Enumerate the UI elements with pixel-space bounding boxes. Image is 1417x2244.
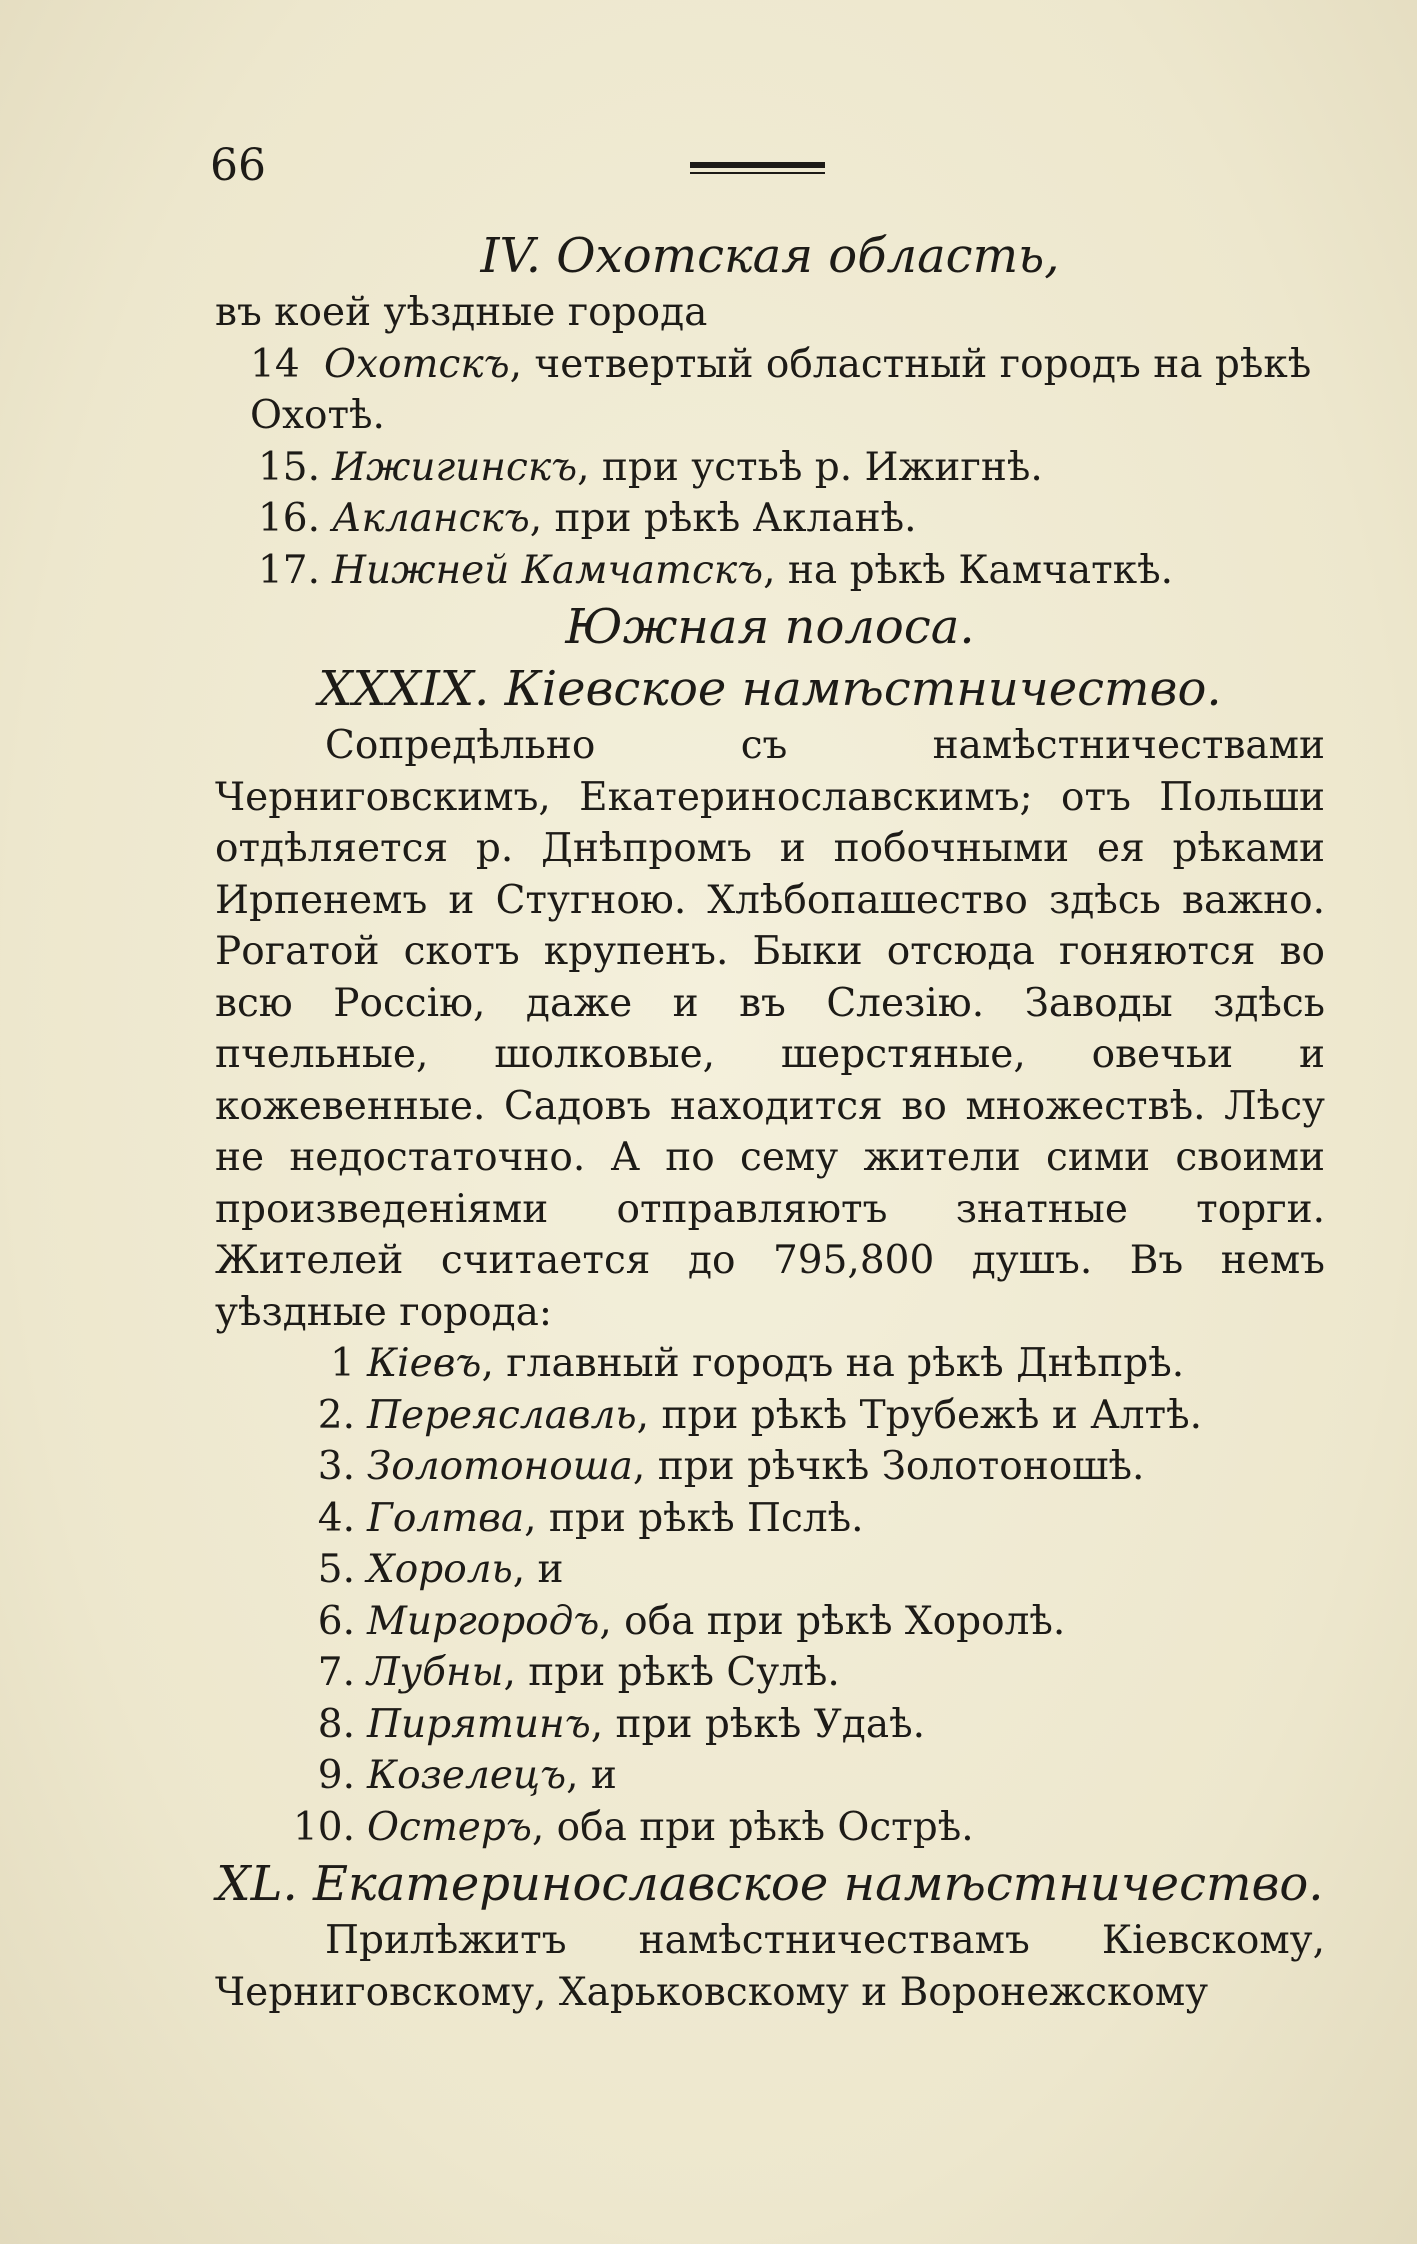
section-paragraph-xl: Прилѣжитъ намѣстничествамъ Кіевскому, Черниговскому, Харьковскому и Воронежскому — [215, 1918, 1325, 2015]
list-item — [215, 339, 1325, 442]
town-name: Хороль — [367, 1547, 513, 1592]
page-header — [210, 140, 1320, 200]
item-number: 15. — [257, 444, 320, 490]
list-item — [215, 1493, 1325, 1545]
town-name: Козелецъ — [367, 1753, 567, 1798]
item-text: , и — [566, 1753, 617, 1798]
item-text: , и — [512, 1547, 564, 1592]
item-number: 14 — [250, 341, 300, 387]
item-number: 1 — [330, 1341, 355, 1386]
list-item — [215, 1596, 1325, 1648]
item-text: , при рѣкѣ Удаѣ. — [590, 1701, 925, 1747]
list-item — [215, 1441, 1325, 1493]
item-number: 7. — [317, 1650, 355, 1695]
item-text: , оба при рѣкѣ Хоролѣ. — [599, 1598, 1066, 1644]
town-name: Лубны — [367, 1650, 504, 1695]
page-number: 66 — [210, 140, 266, 191]
town-name: Пирятинъ — [367, 1701, 591, 1747]
town-name: Голтва — [367, 1495, 525, 1541]
town-name: Переяславль — [367, 1392, 637, 1438]
item-number: 16. — [257, 496, 320, 541]
item-text: , при рѣкѣ Сулѣ. — [503, 1650, 840, 1695]
list-item — [215, 442, 1325, 494]
section-heading-xxxix: XXXIX. Кіевское намѣстничество. — [318, 661, 1222, 717]
item-number: 2. — [317, 1392, 355, 1438]
item-text: , при рѣкѣ Пслѣ. — [524, 1495, 864, 1541]
item-number: 4. — [317, 1495, 355, 1541]
list-item — [215, 493, 1325, 545]
section-heading-iv: IV. Охотская область, — [480, 228, 1060, 284]
town-name: Кіевъ — [367, 1341, 482, 1386]
item-text: , оба при рѣкѣ Острѣ. — [531, 1804, 974, 1850]
list-item — [215, 1750, 1325, 1802]
header-rule — [690, 162, 825, 178]
item-text: , четвертый областный городъ на рѣкѣ Охотѣ. — [250, 341, 1312, 438]
item-number: 3. — [317, 1444, 355, 1489]
list-item — [215, 1647, 1325, 1699]
town-name: Миргородъ — [367, 1598, 600, 1644]
item-number: 6. — [317, 1598, 355, 1644]
item-text: , при рѣкѣ Акланѣ. — [529, 496, 917, 541]
page-text — [215, 225, 1325, 2018]
list-item — [215, 1699, 1325, 1751]
item-number: 5. — [317, 1547, 355, 1592]
section-paragraph-xxxix: Сопредѣльно съ намѣстничествами Черниговскимъ, Екатеринославскимъ; отъ Польши отдѣляется р. Днѣпромъ и побочными ея рѣками Ирпенемъ и Стугною. Хлѣбопашество здѣсь важно. Рогатой скотъ крупенъ. Быки отсюда гоняются во всю Россію, даже и въ Слезію. Заводы здѣсь пчельные, шолковые, шерстяные, овечьи и кожевенные. Садовъ находится во множествѣ. Лѣсу не недостаточно. А по сему жители сими своими произведеніями отправляютъ знатные торги. Жителей считается до 795,800 душъ. Въ немъ уѣздные города: — [215, 723, 1325, 1335]
item-text: , при рѣкѣ Трубежѣ и Алтѣ. — [636, 1392, 1203, 1438]
item-text: , при рѣчкѣ Золотоношѣ. — [632, 1444, 1145, 1489]
item-number: 9. — [317, 1753, 355, 1798]
town-name: Нижней Камчатскъ — [332, 547, 764, 593]
town-name: Ижигинскъ — [332, 444, 578, 490]
town-name: Охотскъ — [324, 341, 510, 387]
item-text: , главный городъ на рѣкѣ Днѣпрѣ. — [481, 1341, 1185, 1386]
town-name: Золотоноша — [367, 1444, 633, 1489]
item-text: , при устьѣ р. Ижигнѣ. — [577, 444, 1043, 490]
list-item — [215, 1338, 1325, 1390]
list-item — [215, 1544, 1325, 1596]
item-number: 17. — [257, 547, 320, 593]
item-number: 8. — [317, 1701, 355, 1747]
list-item — [215, 1802, 1325, 1854]
town-name: Акланскъ — [332, 496, 530, 541]
item-text: , на рѣкѣ Камчаткѣ. — [763, 547, 1174, 593]
section-intro-iv: въ коей уѣздные города — [215, 290, 708, 335]
list-item — [215, 545, 1325, 597]
section-heading-xl: XL. Екатеринославское намѣстничество. — [216, 1856, 1324, 1912]
band-heading-south: Южная полоса. — [565, 599, 975, 655]
town-name: Остеръ — [367, 1804, 532, 1850]
list-item — [215, 1390, 1325, 1442]
item-number: 10. — [292, 1804, 355, 1850]
